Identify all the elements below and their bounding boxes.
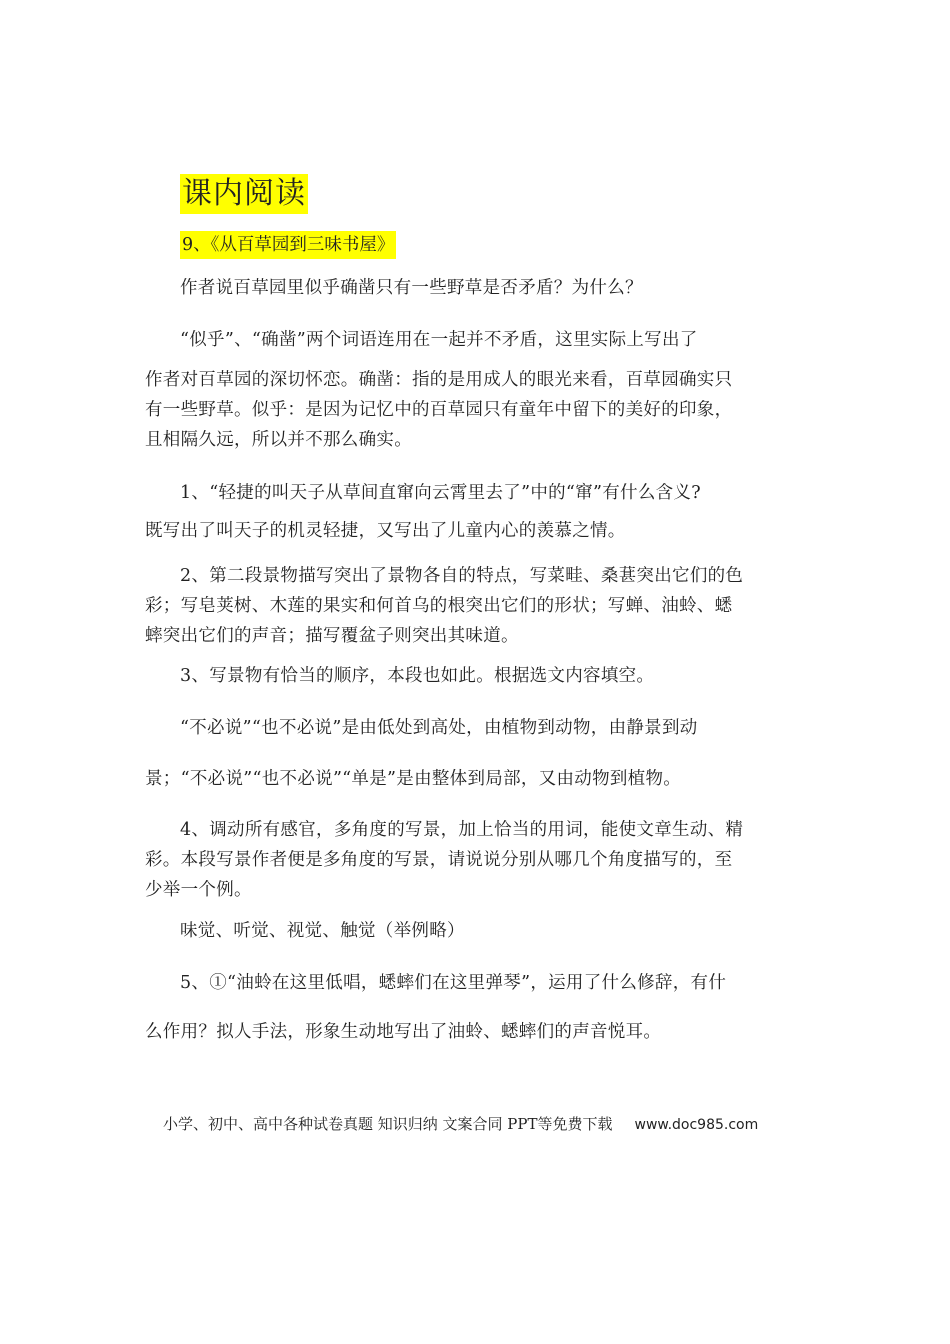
answer-line: 既写出了叫天子的机灵轻捷，又写出了儿童内心的羡慕之情。: [145, 521, 626, 541]
footer: [163, 1112, 758, 1137]
footer-link[interactable]: www.doc985.com: [634, 1117, 759, 1133]
answer-line: “似乎”、“确凿”两个词语连用在一起并不矛盾，这里实际上写出了: [180, 330, 698, 350]
question-line: 4、调动所有感官，多角度的写景，加上恰当的用词，能使文章生动、精: [180, 820, 744, 840]
question-line: 彩；写皂荚树、木莲的果实和何首乌的根突出它们的形状；写蝉、油蛉、蟋: [145, 596, 733, 616]
footer-text: 小学、初中、高中各种试卷真题 知识归纳 文案合同 PPT等免费下载: [163, 1115, 613, 1133]
question-line: 2、第二段景物描写突出了景物各自的特点，写菜畦、桑葚突出它们的色: [180, 566, 744, 586]
answer-line: “不必说”“也不必说”是由低处到高处，由植物到动物，由静景到动: [180, 718, 698, 738]
section-heading: 课内阅读: [180, 174, 308, 214]
lesson-title: 9、《从百草园到三味书屋》: [180, 231, 396, 259]
answer-line: 有一些野草。似乎：是因为记忆中的百草园只有童年中留下的美好的印象，: [145, 400, 733, 420]
question-line: 3、写景物有恰当的顺序，本段也如此。根据选文内容填空。: [180, 666, 655, 686]
answer-line: 且相隔久远，所以并不那么确实。: [145, 430, 412, 450]
question-line: 彩。本段写景作者便是多角度的写景，请说说分别从哪几个角度描写的，至: [145, 850, 733, 870]
question-line: 作者说百草园里似乎确凿只有一些野草是否矛盾？为什么？: [180, 278, 643, 298]
question-line: 1、“轻捷的叫天子从草间直窜向云霄里去了”中的“窜”有什么含义?: [180, 483, 701, 503]
answer-line: 景；“不必说”“也不必说”“单是”是由整体到局部，又由动物到植物。: [145, 769, 682, 789]
answer-line: 味觉、听觉、视觉、触觉（举例略）: [180, 921, 465, 941]
question-line: 5、①“油蛉在这里低唱，蟋蟀们在这里弹琴”，运用了什么修辞，有什: [180, 973, 727, 993]
answer-line: 么作用？拟人手法，形象生动地写出了油蛉、蟋蟀们的声音悦耳。: [145, 1022, 662, 1042]
answer-line: 作者对百草园的深切怀恋。确凿：指的是用成人的眼光来看，百草园确实只: [145, 370, 733, 390]
question-line: 少举一个例。: [145, 880, 252, 900]
question-line: 蟀突出它们的声音；描写覆盆子则突出其味道。: [145, 626, 519, 646]
